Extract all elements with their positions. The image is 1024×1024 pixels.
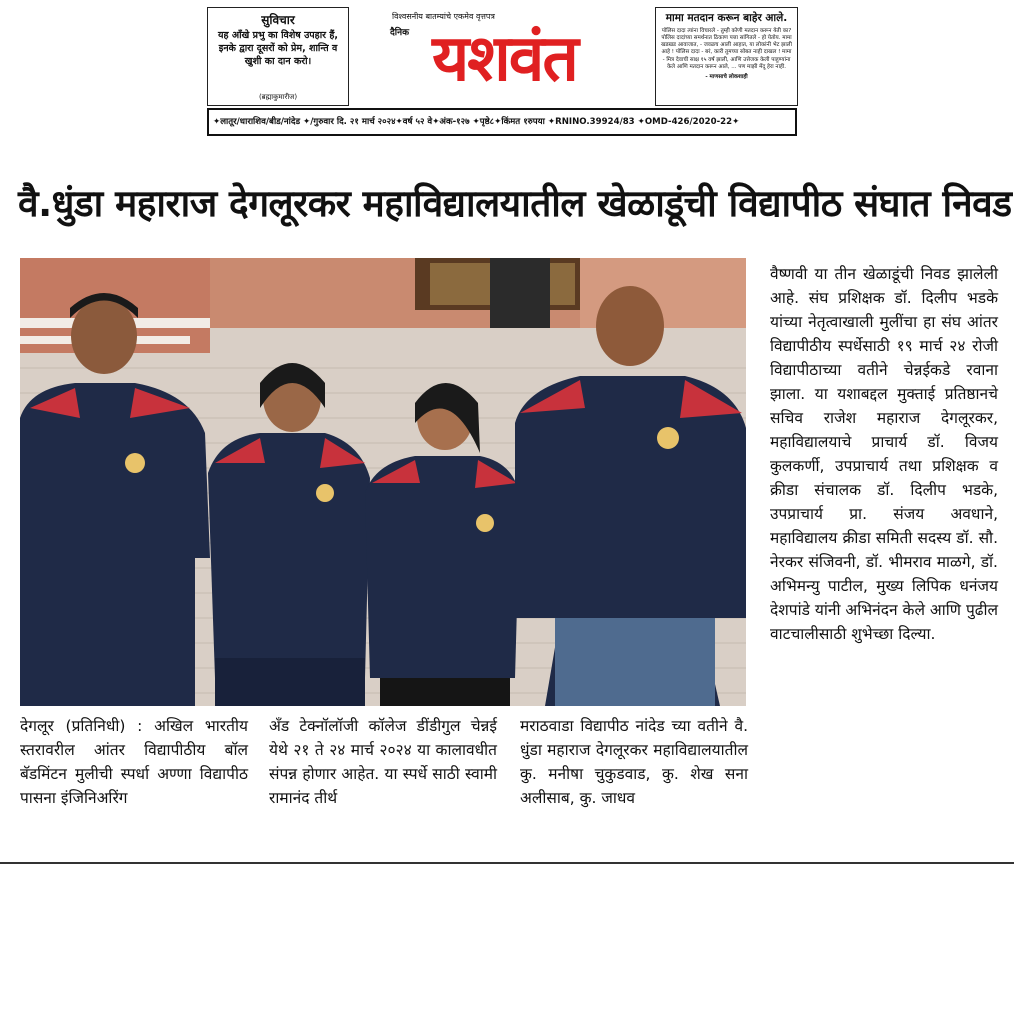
thought-author: (ब्रह्माकुमारीज) — [258, 93, 298, 101]
article-headline: वै.धुंडा महाराज देगलूरकर महाविद्यालयातील खेळाडूंची विद्यापीठ संघात निवड — [18, 182, 1012, 225]
article-column-3 — [520, 714, 748, 810]
article-text-3: मराठवाडा विद्यापीठ नांदेड च्या वतीने वै. धुंडा महाराज देगलूरकर महाविद्यालयातील कु. मनीषा चुकुडवाड, कु. शेख सना अलीसाब, कु. जाधव — [520, 717, 748, 807]
joke-author: - माणसाचे लोकशाही — [705, 73, 748, 80]
team-photo-illustration — [20, 258, 746, 706]
article-column-right — [770, 262, 998, 646]
thought-title: सुविचार — [261, 13, 295, 27]
article-text-2: अँड टेक्नॉलॉजी कॉलेज डींडीगुल चेन्नई येथे २१ ते २४ मार्च २०२४ या कालावधीत संपन्न होणार आहेत. या स्पर्धे साठी स्वामी रामानंद तीर्थ — [269, 717, 497, 807]
newspaper-logo: यशवंत — [432, 22, 577, 96]
team-photo — [20, 258, 746, 706]
masthead-tagline: विश्वसनीय बातम्यांचे एकमेव वृत्तपत्र — [392, 12, 495, 21]
joke-body: पोलिस दादा त्यांना विचारले - तुम्ही कोणी मतदान करून येती का? पोलिस दादांच्या समर्थनात ठिकाण पत्ता सांगितले - हो येतोय. मामा खडखड आवाजात, - जवळच आली आहात, या लोकांनी भेट झाली आहे ! पोलिस दादा - बरं, कारी तुमच्या सोबत नाही दाखल ! मामा - मित्र देवाची साक्ष १५ वर्षं झाली, आणि उत्तेजक केली पाहुण्यांना केले आणि मतदान करून आले, ... पण माझी मेंदू हेरा नाही. — [661, 28, 792, 70]
bottom-divider — [0, 862, 1014, 864]
article-column-1 — [20, 714, 248, 810]
joke-box — [655, 7, 798, 106]
article-column-2 — [269, 714, 497, 810]
thought-of-the-day-box — [207, 7, 349, 106]
newspaper-masthead — [362, 5, 647, 105]
thought-body: यह आँखे प्रभु का विशेष उपहार हैं, इनके द्वारा दूसरों को प्रेम, शान्ति व खुशी का दान करो। — [217, 30, 339, 67]
article-text-right: वैष्णवी या तीन खेळाडूंची निवड झालेली आहे. संघ प्रशिक्षक डॉ. दिलीप भडके यांच्या नेतृत्वाखाली मुलींचा हा संघ आंतर विद्यापीठीय स्पर्धेसाठी १९ मार्च २४ रोजी विद्यापीठाच्या वतीने चेन्नईकडे रवाना झाला. या यशाबद्दल मुक्ताई प्रतिष्ठानचे सचिव राजेश महाराज देगलूरकर, महाविद्यालयाचे प्राचार्य डॉ. विजय कुलकर्णी, उपप्राचार्य तथा प्रशिक्षक व क्रीडा संचालक डॉ. दिलीप भडके, उपप्राचार्य प्रा. संजय अवधाने, महाविद्यालय क्रीडा समिती सदस्य डॉ. सौ. नेरकर संजिवनी, डॉ. भीमराव माळगे, डॉ. अभिमन्यु पाटील, मुख्य लिपिक धनंजय देशपांडे यांनी अभिनंदन केले आणि पुढील वाटचालीसाठी शुभेच्छा दिल्या. — [770, 265, 998, 643]
edition-info-bar: ✦लातूर/धाराशिव/बीड/नांदेड ✦/गुरुवार दि. २१ मार्च २०२४✦वर्ष ५२ वे✦अंक-१२७ ✦पृष्ठे८✦किंमत १रुपया ✦RNINO.39924/83 ✦OMD-426/2020-22✦ — [207, 108, 797, 136]
article-text-1: देगलूर (प्रतिनिधी) : अखिल भारतीय स्तरावरील आंतर विद्यापीठीय बॉल बॅडमिंटन मुलीची स्पर्धा अण्णा विद्यापीठ पासना इंजिनिअरिंग — [20, 717, 248, 807]
joke-title: मामा मतदान करून बाहेर आले. — [665, 12, 788, 24]
masthead-dainik: दैनिक — [390, 28, 410, 38]
